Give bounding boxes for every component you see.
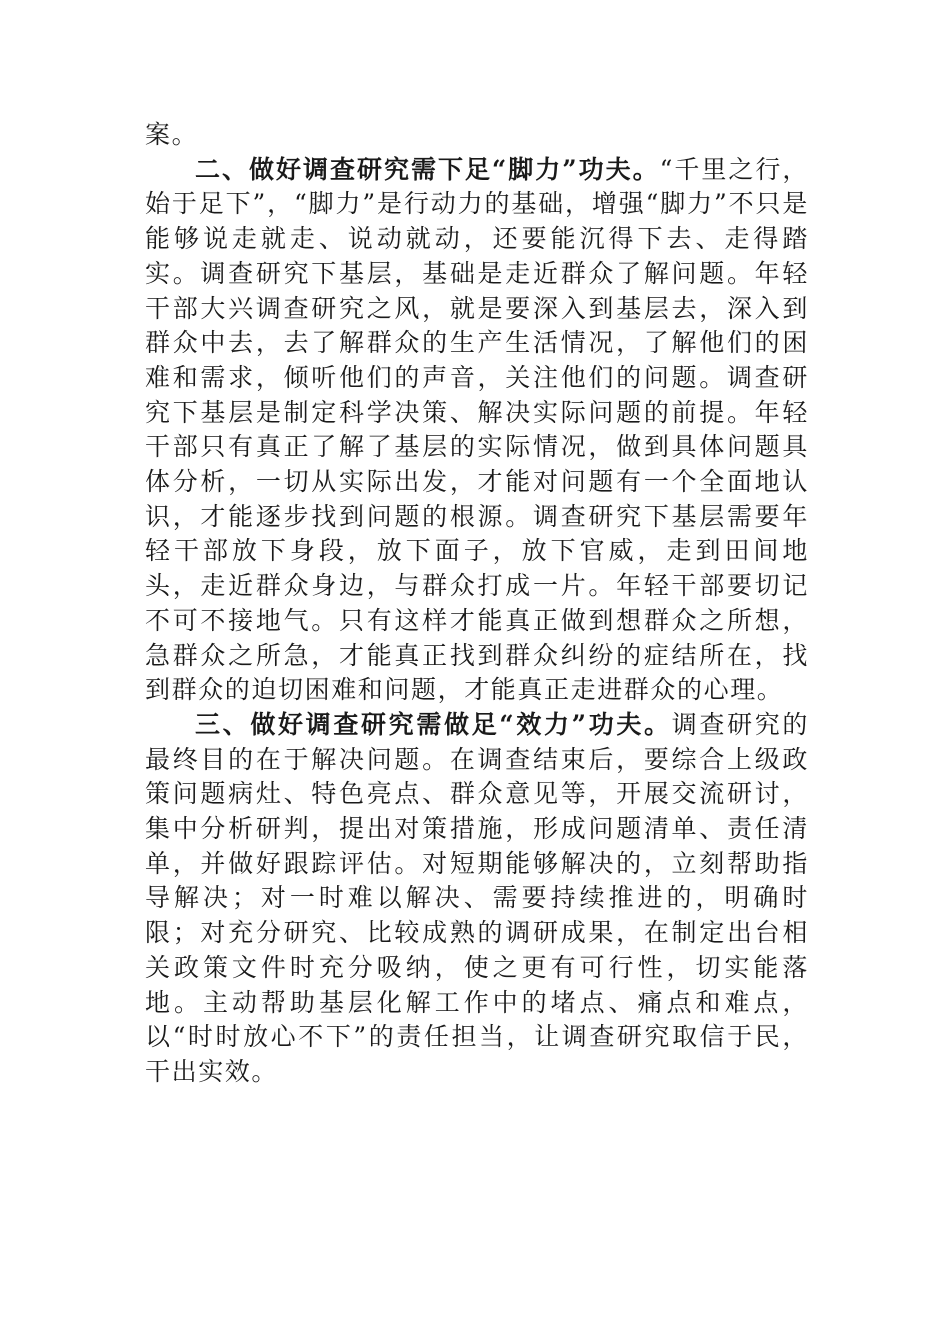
document-body — [145, 118, 809, 1090]
paragraph-section-two — [145, 153, 809, 708]
paragraph-text: “千里之行，始于足下”，“脚力”是行动力的基础，增强“脚力”不只是能够说走就走、说动就动，还要能沉得下去、走得踏实。调查研究下基层，基础是走近群众了解问题。年轻干部大兴调查研究之风，就是要深入到基层去，深入到群众中去，去了解群众的生产生活情况，了解他们的困难和需求，倾听他们的声音，关注他们的问题。调查研究下基层是制定科学决策、解决实际问题的前提。年轻干部只有真正了解了基层的实际情况，做到具体问题具体分析，一切从实际出发，才能对问题有一个全面地认识，才能逐步找到问题的根源。调查研究下基层需要年轻干部放下身段，放下面子，放下官威，走到田间地头，走近群众身边，与群众打成一片。年轻干部要切记不可不接地气。只有这样才能真正做到想群众之所想，急群众之所急，才能真正找到群众纠纷的症结所在，找到群众的迫切困难和问题，才能真正走进群众的心理。 — [145, 154, 810, 705]
paragraph-text: 调查研究的最终目的在于解决问题。在调查结束后，要综合上级政策问题病灶、特色亮点、群众意见等，开展交流研讨，集中分析研判，提出对策措施，形成问题清单、责任清单，并做好跟踪评估。对短期能够解决的，立刻帮助指导解决；对一时难以解决、需要持续推进的，明确时限；对充分研究、比较成熟的调研成果，在制定出台相关政策文件时充分吸纳，使之更有可行性，切实能落地。主动帮助基层化解工作中的堵点、痛点和难点，以“时时放心不下”的责任担当，让调查研究取信于民，干出实效。 — [145, 709, 809, 1086]
paragraph-text: 案。 — [145, 120, 199, 149]
paragraph-continuation — [145, 118, 809, 153]
paragraph-section-three — [145, 708, 809, 1090]
section-heading: 三、做好调查研究需做足“效力”功夫。 — [195, 709, 672, 739]
section-heading: 二、做好调查研究需下足“脚力”功夫。 — [195, 154, 660, 184]
